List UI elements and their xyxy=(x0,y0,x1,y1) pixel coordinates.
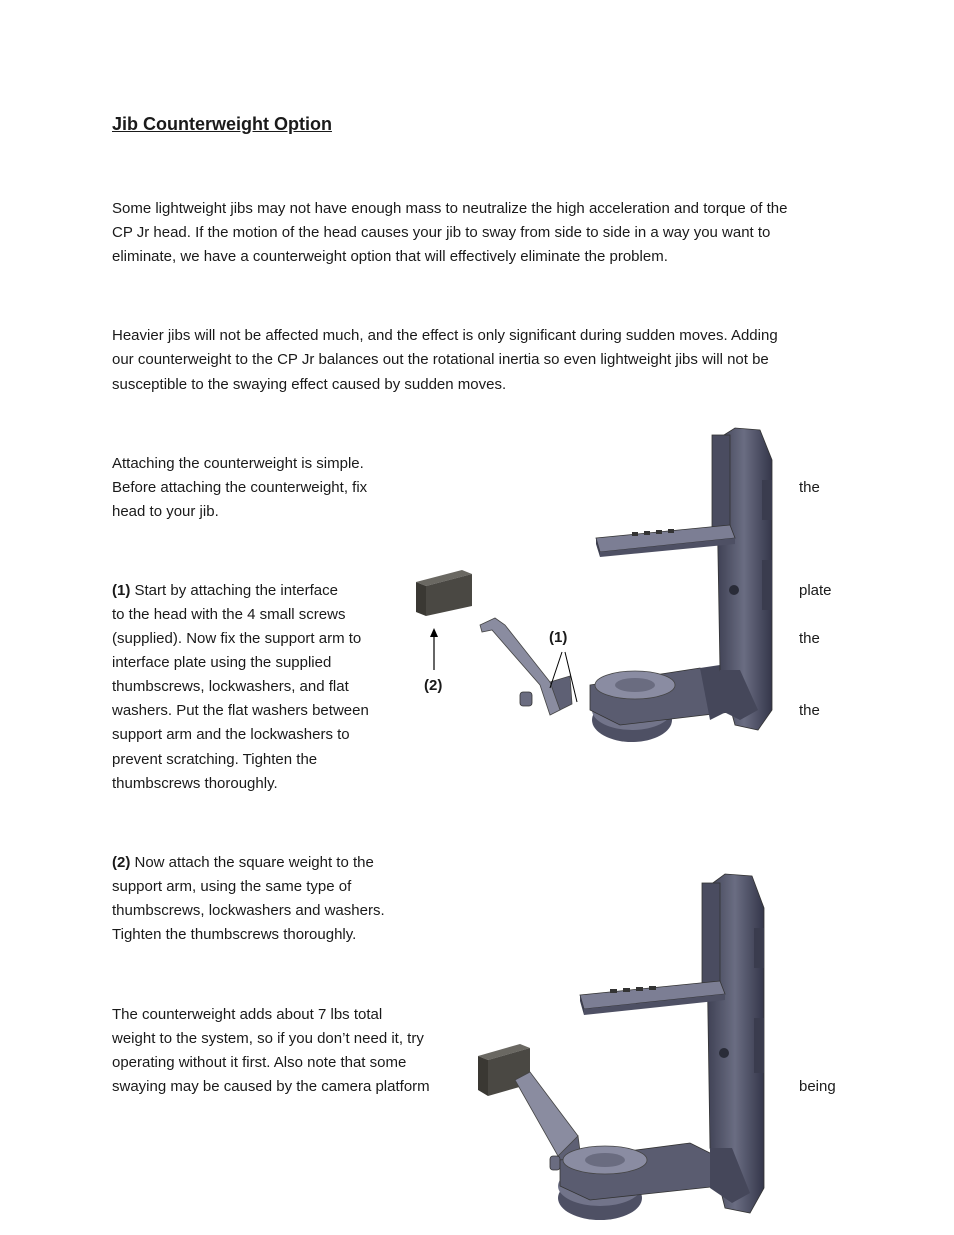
step1-line: support arm and the lockwashers to xyxy=(112,726,350,743)
para4-line: operating without it first. Also note that some xyxy=(112,1054,407,1071)
para4-right-word: being xyxy=(799,1078,836,1095)
step1-line: interface plate using the supplied xyxy=(112,654,332,671)
para3-line: Attaching the counterweight is simple. xyxy=(112,455,364,472)
para4-line: swaying may be caused by the camera platform xyxy=(112,1078,430,1095)
step1-right-word: the xyxy=(799,702,820,719)
step2-line: Tighten the thumbscrews thoroughly. xyxy=(112,926,357,943)
step1-line: thumbscrews, lockwashers, and flat xyxy=(112,678,349,695)
step2-first-line xyxy=(112,851,374,875)
arrow-2 xyxy=(430,628,438,670)
para3-line: head to your jib. xyxy=(112,503,219,520)
exploded-assembly-figure xyxy=(400,420,800,765)
pan-base xyxy=(590,665,730,742)
pan-base xyxy=(558,1143,720,1220)
para4-line: The counterweight adds about 7 lbs total xyxy=(112,1006,383,1023)
step1-marker: (1) xyxy=(112,582,131,599)
step1-right-word: the xyxy=(799,630,820,647)
step1-first-text: Start by attaching the interface xyxy=(130,582,338,599)
para3-line: Before attaching the counterweight, fix xyxy=(112,479,368,496)
para2-line: susceptible to the swaying effect caused by sudden moves. xyxy=(112,376,507,393)
step1-line: to the head with the 4 small screws xyxy=(112,606,346,623)
step2-marker: (2) xyxy=(112,854,131,871)
para1-line: CP Jr head. If the motion of the head causes your jib to sway from side to side in a way you want to xyxy=(112,224,771,241)
assembled-counterweight-figure xyxy=(470,868,790,1228)
step1-line: (supplied). Now fix the support arm to xyxy=(112,630,362,647)
step1-line: thumbscrews thoroughly. xyxy=(112,775,278,792)
camera-platform xyxy=(596,525,735,557)
tilt-upright xyxy=(712,428,772,730)
step1-right-word: plate xyxy=(799,582,832,599)
step1-line: prevent scratching. Tighten the xyxy=(112,751,318,768)
thumbscrew xyxy=(520,692,532,706)
callout-1: (1) xyxy=(549,629,568,646)
counterweight-block xyxy=(416,570,472,616)
step2-first-text: Now attach the square weight to the xyxy=(130,854,374,871)
step1-first-line xyxy=(112,579,338,603)
para1-line: Some lightweight jibs may not have enough mass to neutralize the high acceleration and torque of the xyxy=(112,200,788,217)
para3-right-word: the xyxy=(799,479,820,496)
para1-line: eliminate, we have a counterweight option that will effectively eliminate the problem. xyxy=(112,248,668,265)
para4-line: weight to the system, so if you don’t need it, try xyxy=(112,1030,424,1047)
callout-2: (2) xyxy=(424,677,443,694)
page-title: Jib Counterweight Option xyxy=(112,114,332,134)
tilt-upright xyxy=(702,874,764,1213)
step2-line: support arm, using the same type of xyxy=(112,878,352,895)
step2-line: thumbscrews, lockwashers and washers. xyxy=(112,902,385,919)
para2-line: Heavier jibs will not be affected much, and the effect is only significant during sudden moves. Adding xyxy=(112,327,778,344)
step1-line: washers. Put the flat washers between xyxy=(112,702,369,719)
para2-line: our counterweight to the CP Jr balances out the rotational inertia so even lightweight jibs will not be xyxy=(112,351,769,368)
camera-platform xyxy=(580,981,725,1015)
